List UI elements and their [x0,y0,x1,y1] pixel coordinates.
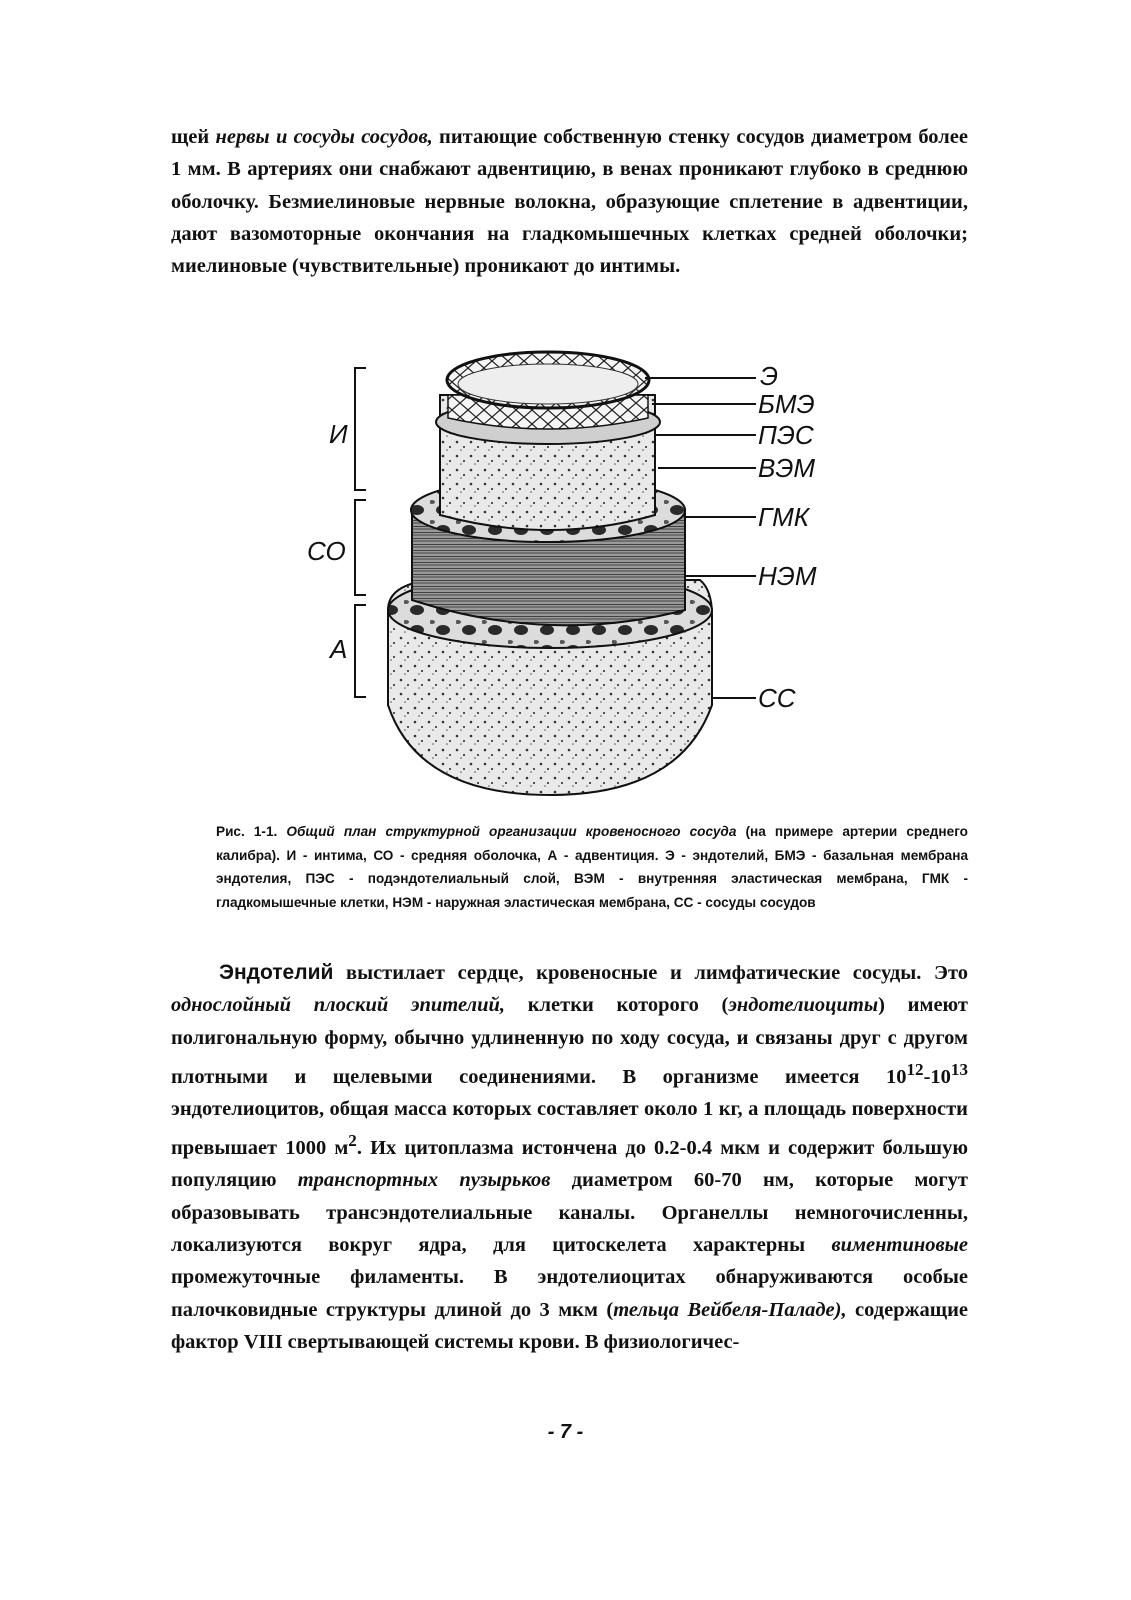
italic-term: нервы и сосуды сосудов, [215,126,433,148]
text-fragment: щей [171,126,216,148]
superscript: 12 [906,1059,924,1079]
label-adventitia: А [330,634,348,664]
paragraph-top [171,121,968,282]
text-fragment: клетки которого ( [505,994,729,1017]
text-fragment: диаметром 60-70 нм, которые могут образовывать трансэндотелиальные каналы. Органеллы немногочисленны, локализуются вокруг ядра, для цитоскелета характерны [171,1169,968,1257]
label-inner-elastic: ВЭМ [758,453,816,483]
text-fragment: выстилает сердце, кровеносные и лимфатические сосуды. Это [333,962,968,984]
italic-term: однослойный плоский эпителий, [171,994,505,1017]
text-fragment: -10 [923,1065,951,1088]
caption-prefix: Рис. 1-1. [216,824,287,839]
text-fragment: питающие собственную стенку сосудов диаметром более 1 мм. В артериях они снабжают адвентицию, в венах проникают глубоко в среднюю оболочку. Безмиелиновые нервные волокна, образующие сплетение в адвентиции, дают вазомоторные окончания на гладкомышечных клетках средней оболочки; миелиновые (чувствительные) проникают до интимы. [171,126,968,278]
label-intima: И [329,419,348,449]
superscript: 2 [348,1131,357,1151]
label-basal-membrane: БМЭ [758,389,815,419]
intima-layer [436,352,660,530]
italic-term: тельца Вейбеля-Паладе), [613,1298,847,1321]
text-fragment: . Их цитоплазма истончена до 0.2-0.4 мкм и содержит большую популяцию [171,1137,969,1192]
label-smooth-muscle: ГМК [758,502,810,532]
text-fragment: эндотелиоцитов, общая масса которых составляет около 1 кг, а площадь поверхности превышает 1000 м [171,1098,968,1160]
italic-term: транспортных пузырьков [297,1169,551,1192]
label-vasa-vasorum: СС [758,683,796,713]
superscript: 13 [950,1059,968,1079]
label-endothelium: Э [760,361,779,391]
label-outer-elastic: НЭМ [758,561,817,591]
section-lead-term: Эндотелий [219,961,334,984]
italic-term: виментиновые [831,1234,968,1257]
italic-term: эндотелиоциты [728,994,879,1017]
label-subendothelial: ПЭС [758,420,814,450]
page-number: - 7 - [547,1421,584,1443]
text-fragment: промежуточные филаменты. В эндотелиоцитах обнаруживаются особые палочковидные структуры длиной до 3 мкм ( [171,1266,968,1321]
paragraph-endothelium [171,957,968,1358]
label-media: СО [307,536,346,566]
figure-caption [216,820,968,914]
text-fragment: содержащие фактор VIII свертывающей системы крови. В физиологичес- [171,1298,968,1353]
text-fragment: ) имеют полигональную форму, обычно удлиненную по ходу сосуда, и связаны друг с другом плотными и щелевыми соединениями. В организме имеется 10 [171,994,969,1088]
left-brackets [355,368,366,697]
vessel-wall-figure [300,340,840,810]
caption-body: (на примере артерии среднего калибра). И - интима, СО - средняя оболочка, А - адвентиция. Э - эндотелий, БМЭ - базальная мембрана эндотелия, ПЭС - подэндотелиальный слой, ВЭМ - внутренняя эластическая мембрана, ГМК - гладкомышечные клетки, НЭМ - наружная эластическая мембрана, СС - сосуды сосудов [216,824,968,910]
caption-title: Общий план структурной организации кровеносного сосуда [286,824,737,839]
